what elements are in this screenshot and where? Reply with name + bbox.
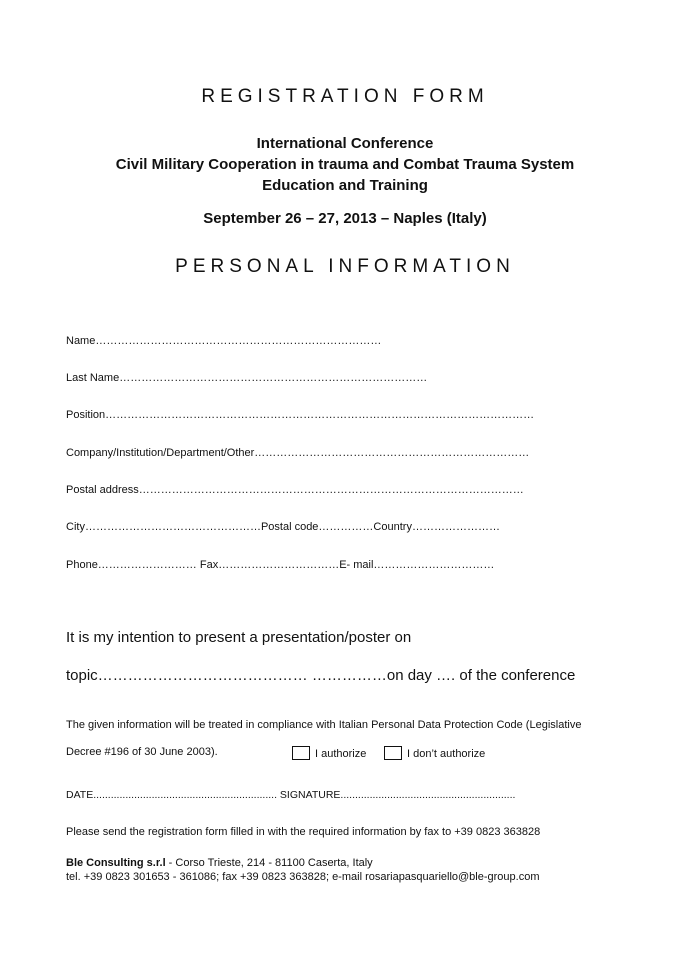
conference-subtitle: Civil Military Cooperation in trauma and Combat Trauma System	[115, 156, 575, 173]
company-address	[66, 857, 373, 869]
conference-name: International Conference	[256, 135, 434, 152]
phone-fax-email-field[interactable]: Phone……………………… Fax……………………………E- mail……………………………	[66, 559, 495, 571]
dont-authorize-option[interactable]	[384, 746, 485, 760]
section-title: PERSONAL INFORMATION	[175, 256, 515, 277]
presentation-intent: It is my intention to present a presentation/poster on	[66, 629, 412, 646]
authorize-checkbox[interactable]	[292, 746, 310, 760]
privacy-notice: The given information will be treated in compliance with Italian Personal Data Protection Code (Legislative	[66, 719, 582, 731]
conference-subtitle-2: Education and Training	[262, 177, 428, 194]
privacy-notice-2: Decree #196 of 30 June 2003).	[66, 746, 218, 758]
last-name-field[interactable]: Last Name…………………………………………………………………………	[66, 372, 428, 384]
authorize-label: I authorize	[315, 748, 367, 760]
company-name: Ble Consulting s.r.l	[66, 857, 166, 869]
postal-address-field[interactable]: Postal address……………………………………………………………………………………………	[66, 484, 524, 496]
date-signature-field[interactable]: DATE............................................................... SIGNATURE............................................................	[66, 789, 516, 801]
name-field[interactable]: Name……………………………………………………………………	[66, 335, 382, 347]
position-field[interactable]: Position………………………………………………………………………………………………………	[66, 409, 535, 421]
dont-authorize-label: I don’t authorize	[407, 748, 486, 760]
conference-date-place: September 26 – 27, 2013 – Naples (Italy)	[203, 210, 487, 227]
send-instructions: Please send the registration form filled in with the required information by fax to +39 0823 363828	[66, 826, 541, 838]
company-contacts: tel. +39 0823 301653 - 361086; fax +39 0823 363828; e-mail rosariapasquariello@ble-group.com	[66, 871, 540, 883]
company-address-text: - Corso Trieste, 214 - 81100 Caserta, Italy	[165, 857, 373, 869]
form-title: REGISTRATION FORM	[201, 86, 489, 107]
city-postal-country-field[interactable]: City…………………………………………Postal code……………Country……………………	[66, 521, 500, 533]
presentation-topic-field[interactable]: topic…………………………………… ……………on day …. of the conference	[66, 667, 576, 684]
dont-authorize-checkbox[interactable]	[384, 746, 402, 760]
authorize-option[interactable]	[292, 746, 366, 760]
company-field[interactable]: Company/Institution/Department/Other…………………………………………………………………	[66, 447, 530, 459]
